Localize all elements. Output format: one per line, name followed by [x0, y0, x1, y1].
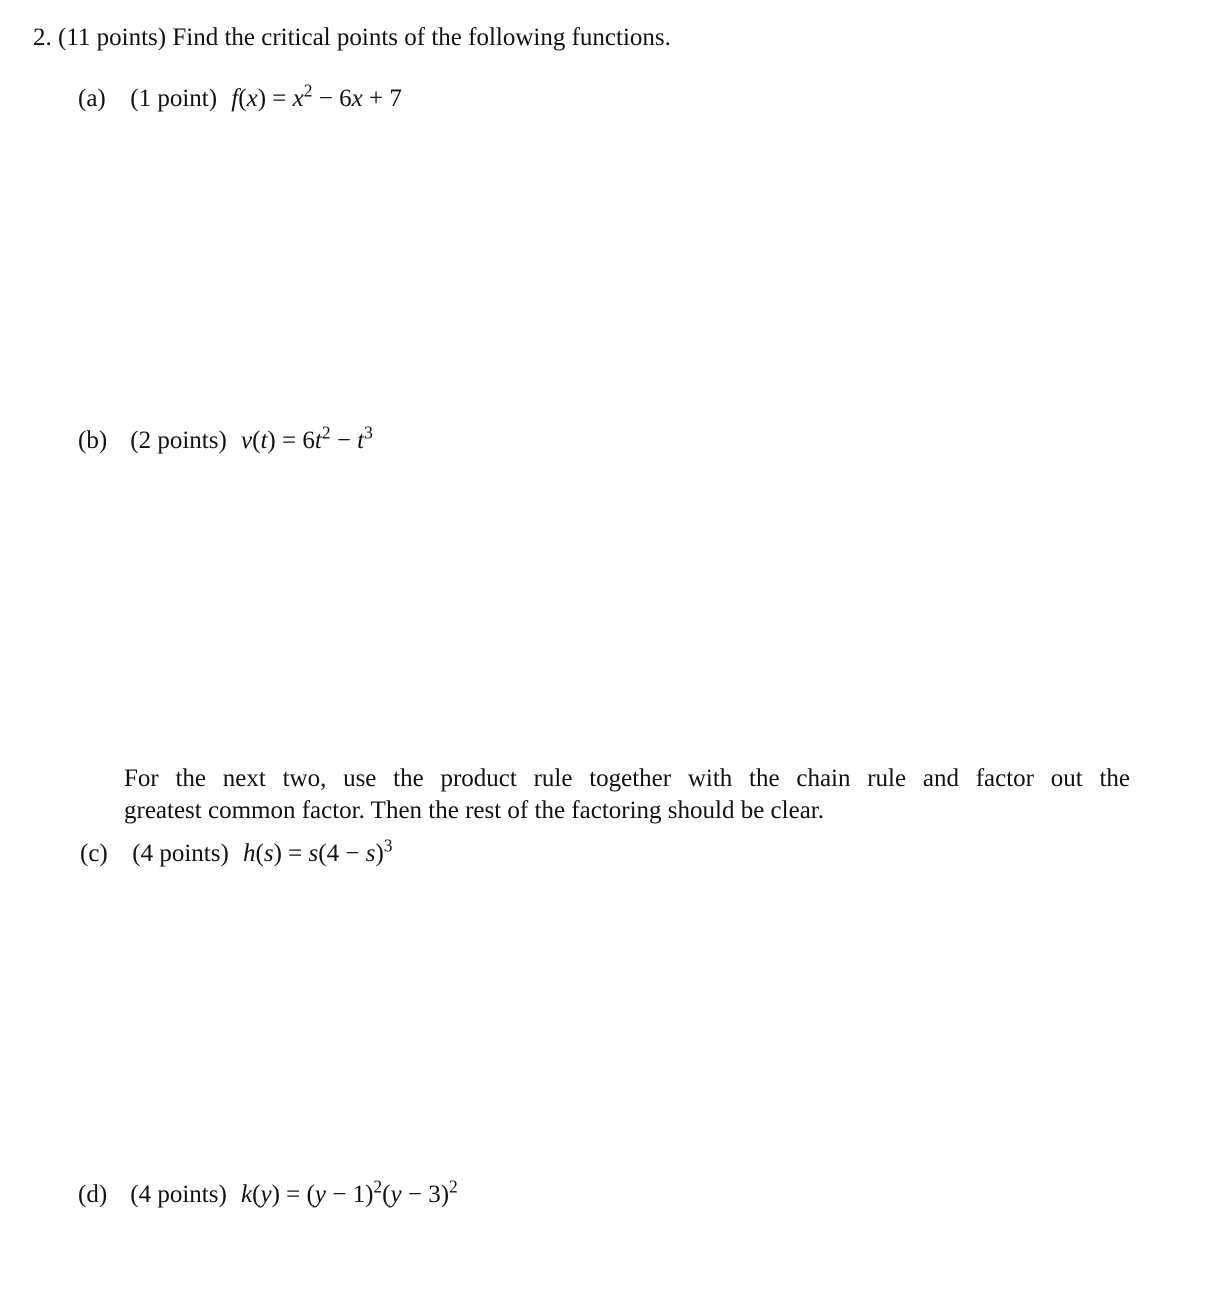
part-b-label: (b) [78, 427, 108, 454]
part-b-expression: $6t^2 - t^3$ [302, 422, 373, 454]
part-c [80, 835, 393, 867]
question-points: (11 points) [58, 24, 167, 51]
instruction-note [124, 763, 1130, 827]
part-a-points: (1 point) [130, 85, 218, 112]
part-a [78, 80, 402, 112]
part-a-label: (a) [78, 85, 106, 112]
instruction-note-line-1: For the next two, use the product rule together with the chain rule and factor out the [124, 765, 1130, 792]
part-b-points: (2 points) [130, 427, 227, 454]
question-prompt: Find the critical points of the following functions. [172, 24, 671, 51]
part-a-equation: $f(x) = x^2 - 6x + 7$ [231, 80, 402, 112]
part-a-expression: $x^2 - 6x + 7$ [292, 80, 402, 112]
part-c-label: (c) [80, 840, 108, 867]
part-d-equation: $k(y) = (y - 1)^2(y - 3)^2$ [241, 1176, 458, 1208]
part-b [78, 422, 373, 454]
question-number: 2. [33, 24, 52, 51]
part-d-expression: $(y - 1)^2(y - 3)^2$ [306, 1176, 458, 1208]
part-c-equation: $h(s) = s(4 - s)^3$ [243, 835, 393, 867]
part-c-expression: $s(4 - s)^3$ [308, 835, 393, 867]
part-c-points: (4 points) [132, 840, 229, 867]
part-b-equation: $v(t) = 6t^2 - t^3$ [241, 422, 373, 454]
part-d [78, 1176, 458, 1208]
part-d-label: (d) [78, 1181, 108, 1208]
instruction-note-line-2: greatest common factor. Then the rest of the factoring should be clear. [124, 797, 824, 824]
part-d-points: (4 points) [130, 1181, 227, 1208]
question-heading [33, 25, 671, 50]
